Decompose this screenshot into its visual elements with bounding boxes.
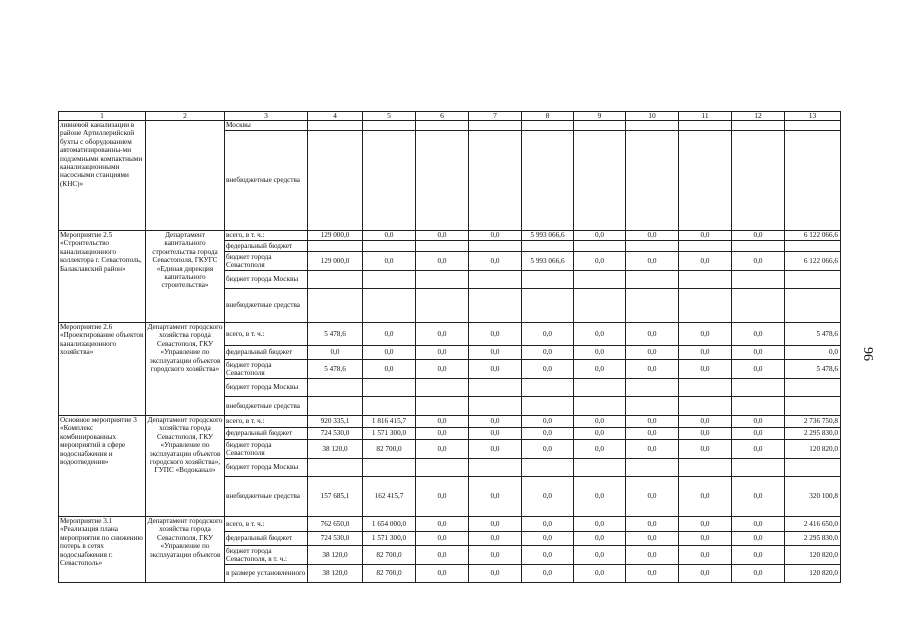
value-cell bbox=[469, 289, 522, 323]
value-cell: 0,0 bbox=[574, 252, 626, 271]
value-cell bbox=[469, 379, 522, 397]
value-cell bbox=[416, 379, 469, 397]
value-cell: 0,0 bbox=[416, 346, 469, 360]
value-cell bbox=[574, 397, 626, 416]
value-cell: 0,0 bbox=[679, 546, 732, 565]
header-cell: 2 bbox=[146, 112, 225, 121]
value-cell: 0,0 bbox=[679, 477, 732, 517]
value-cell: 0,0 bbox=[469, 346, 522, 360]
value-cell: 1 816 415,7 bbox=[363, 416, 416, 428]
value-cell: 0,0 bbox=[574, 477, 626, 517]
value-cell: 129 000,0 bbox=[308, 252, 363, 271]
value-cell: 0,0 bbox=[732, 231, 785, 241]
value-cell: 0,0 bbox=[416, 323, 469, 346]
value-cell: 120 820,0 bbox=[785, 440, 841, 459]
value-cell: 724 530,0 bbox=[308, 428, 363, 440]
value-cell: 82 700,0 bbox=[363, 546, 416, 565]
value-cell: 1 654 000,0 bbox=[363, 517, 416, 532]
funding-source: бюджет города Севастополя bbox=[225, 440, 308, 459]
value-cell: 0,0 bbox=[679, 346, 732, 360]
value-cell: 82 700,0 bbox=[363, 440, 416, 459]
value-cell: 0,0 bbox=[626, 231, 679, 241]
value-cell: 0,0 bbox=[522, 323, 574, 346]
value-cell: 0,0 bbox=[469, 477, 522, 517]
value-cell bbox=[363, 397, 416, 416]
value-cell: 0,0 bbox=[469, 416, 522, 428]
value-cell bbox=[574, 241, 626, 252]
value-cell bbox=[469, 459, 522, 477]
funding-source: внебюджетные средства bbox=[225, 289, 308, 323]
header-cell: 5 bbox=[363, 112, 416, 121]
value-cell: 0,0 bbox=[522, 517, 574, 532]
value-cell bbox=[626, 459, 679, 477]
value-cell bbox=[416, 241, 469, 252]
header-cell: 1 bbox=[59, 112, 146, 121]
value-cell: 0,0 bbox=[416, 231, 469, 241]
value-cell: 0,0 bbox=[574, 532, 626, 546]
value-cell: 1 571 300,0 bbox=[363, 532, 416, 546]
value-cell: 5 993 066,6 bbox=[522, 231, 574, 241]
value-cell bbox=[785, 131, 841, 231]
funding-source: всего, в т. ч.: bbox=[225, 416, 308, 428]
funding-source: внебюджетные средства bbox=[225, 397, 308, 416]
value-cell: 0,0 bbox=[363, 231, 416, 241]
value-cell: 0,0 bbox=[574, 428, 626, 440]
value-cell: 320 100,8 bbox=[785, 477, 841, 517]
table-row bbox=[59, 517, 841, 532]
value-cell: 0,0 bbox=[416, 532, 469, 546]
value-cell: 0,0 bbox=[574, 231, 626, 241]
value-cell: 0,0 bbox=[679, 440, 732, 459]
value-cell: 0,0 bbox=[732, 428, 785, 440]
value-cell bbox=[522, 459, 574, 477]
value-cell bbox=[732, 131, 785, 231]
value-cell: 0,0 bbox=[732, 440, 785, 459]
value-cell: 5 478,6 bbox=[308, 323, 363, 346]
value-cell bbox=[626, 289, 679, 323]
value-cell: 0,0 bbox=[626, 440, 679, 459]
value-cell bbox=[679, 397, 732, 416]
value-cell bbox=[679, 271, 732, 289]
value-cell: 5 478,6 bbox=[785, 323, 841, 346]
value-cell bbox=[469, 241, 522, 252]
value-cell: 0,0 bbox=[732, 323, 785, 346]
value-cell bbox=[732, 241, 785, 252]
value-cell: 0,0 bbox=[574, 565, 626, 583]
header-cell: 7 bbox=[469, 112, 522, 121]
funding-source: федеральный бюджет bbox=[225, 428, 308, 440]
budget-table bbox=[58, 111, 841, 583]
value-cell bbox=[732, 271, 785, 289]
value-cell bbox=[308, 121, 363, 131]
executor-name: Департамент городского хозяйства города Севастополя, ГКУ «Управление по эксплуатации объектов городского хозяйства», ГУПС «Водоканал» bbox=[146, 416, 225, 517]
header-row bbox=[59, 112, 841, 121]
value-cell: 0,0 bbox=[626, 346, 679, 360]
value-cell bbox=[574, 379, 626, 397]
value-cell: 0,0 bbox=[574, 323, 626, 346]
value-cell bbox=[363, 121, 416, 131]
value-cell bbox=[785, 241, 841, 252]
value-cell: 6 122 066,6 bbox=[785, 231, 841, 241]
value-cell bbox=[416, 289, 469, 323]
value-cell: 0,0 bbox=[522, 360, 574, 379]
value-cell bbox=[469, 121, 522, 131]
value-cell: 6 122 066,6 bbox=[785, 252, 841, 271]
value-cell: 0,0 bbox=[732, 546, 785, 565]
value-cell bbox=[679, 121, 732, 131]
value-cell: 0,0 bbox=[522, 532, 574, 546]
value-cell: 0,0 bbox=[626, 252, 679, 271]
value-cell bbox=[785, 289, 841, 323]
value-cell bbox=[522, 131, 574, 231]
executor-name: Департамент городского хозяйства города Севастополя, ГКУ «Управление по эксплуатации объектов bbox=[146, 517, 225, 583]
table-row bbox=[59, 231, 841, 241]
value-cell: 0,0 bbox=[469, 565, 522, 583]
value-cell: 0,0 bbox=[522, 565, 574, 583]
funding-source: всего, в т. ч.: bbox=[225, 323, 308, 346]
value-cell: 0,0 bbox=[522, 346, 574, 360]
value-cell: 0,0 bbox=[626, 532, 679, 546]
value-cell: 38 120,0 bbox=[308, 565, 363, 583]
value-cell: 0,0 bbox=[416, 565, 469, 583]
value-cell bbox=[732, 121, 785, 131]
value-cell bbox=[469, 397, 522, 416]
value-cell: 0,0 bbox=[679, 532, 732, 546]
value-cell: 0,0 bbox=[522, 477, 574, 517]
value-cell: 0,0 bbox=[363, 360, 416, 379]
value-cell bbox=[785, 379, 841, 397]
value-cell bbox=[416, 131, 469, 231]
value-cell: 0,0 bbox=[679, 428, 732, 440]
value-cell: 0,0 bbox=[679, 323, 732, 346]
value-cell: 2 295 830,0 bbox=[785, 428, 841, 440]
value-cell: 0,0 bbox=[469, 440, 522, 459]
value-cell: 157 685,1 bbox=[308, 477, 363, 517]
value-cell bbox=[679, 289, 732, 323]
funding-source: всего, в т. ч.: bbox=[225, 517, 308, 532]
funding-source: Москвы bbox=[225, 121, 308, 131]
value-cell bbox=[469, 131, 522, 231]
value-cell: 0,0 bbox=[416, 252, 469, 271]
header-cell: 8 bbox=[522, 112, 574, 121]
value-cell bbox=[363, 241, 416, 252]
value-cell bbox=[626, 131, 679, 231]
value-cell: 0,0 bbox=[732, 360, 785, 379]
value-cell: 0,0 bbox=[679, 565, 732, 583]
header-cell: 11 bbox=[679, 112, 732, 121]
value-cell: 0,0 bbox=[416, 546, 469, 565]
value-cell: 0,0 bbox=[416, 428, 469, 440]
value-cell: 0,0 bbox=[416, 477, 469, 517]
measure-name: Мероприятие 3.1 «Реализация плана мероприятия по снижению потерь в сетях водоснабжения г. Севастополь» bbox=[59, 517, 146, 583]
funding-source: федеральный бюджет bbox=[225, 532, 308, 546]
value-cell bbox=[416, 271, 469, 289]
value-cell bbox=[308, 271, 363, 289]
value-cell: 0,0 bbox=[626, 565, 679, 583]
header-cell: 4 bbox=[308, 112, 363, 121]
value-cell: 0,0 bbox=[679, 416, 732, 428]
header-cell: 12 bbox=[732, 112, 785, 121]
value-cell: 162 415,7 bbox=[363, 477, 416, 517]
table-row bbox=[59, 121, 841, 131]
value-cell: 0,0 bbox=[679, 252, 732, 271]
value-cell: 0,0 bbox=[574, 346, 626, 360]
header-cell: 6 bbox=[416, 112, 469, 121]
value-cell: 0,0 bbox=[785, 346, 841, 360]
value-cell: 38 120,0 bbox=[308, 546, 363, 565]
value-cell bbox=[679, 379, 732, 397]
value-cell: 0,0 bbox=[732, 477, 785, 517]
executor-name bbox=[146, 121, 225, 231]
value-cell: 5 478,6 bbox=[308, 360, 363, 379]
value-cell bbox=[626, 271, 679, 289]
value-cell: 0,0 bbox=[469, 532, 522, 546]
value-cell: 920 335,1 bbox=[308, 416, 363, 428]
funding-source: внебюджетные средства bbox=[225, 131, 308, 231]
funding-source: бюджет города Москвы bbox=[225, 379, 308, 397]
funding-source: федеральный бюджет bbox=[225, 241, 308, 252]
value-cell bbox=[416, 397, 469, 416]
value-cell: 5 478,6 bbox=[785, 360, 841, 379]
value-cell: 0,0 bbox=[469, 360, 522, 379]
header-cell: 13 bbox=[785, 112, 841, 121]
value-cell: 0,0 bbox=[626, 517, 679, 532]
value-cell: 0,0 bbox=[363, 346, 416, 360]
funding-source: бюджет города Севастополя, в т. ч.: bbox=[225, 546, 308, 565]
value-cell bbox=[574, 459, 626, 477]
value-cell bbox=[522, 379, 574, 397]
value-cell: 0,0 bbox=[522, 546, 574, 565]
value-cell: 120 820,0 bbox=[785, 565, 841, 583]
value-cell bbox=[574, 131, 626, 231]
value-cell bbox=[416, 121, 469, 131]
value-cell: 120 820,0 bbox=[785, 546, 841, 565]
value-cell: 2 295 830,0 bbox=[785, 532, 841, 546]
value-cell bbox=[308, 131, 363, 231]
value-cell: 0,0 bbox=[416, 440, 469, 459]
value-cell bbox=[363, 379, 416, 397]
value-cell: 0,0 bbox=[732, 532, 785, 546]
value-cell: 0,0 bbox=[679, 231, 732, 241]
value-cell bbox=[522, 271, 574, 289]
funding-source: бюджет города Москвы bbox=[225, 271, 308, 289]
value-cell bbox=[785, 397, 841, 416]
value-cell: 0,0 bbox=[626, 546, 679, 565]
value-cell: 0,0 bbox=[416, 517, 469, 532]
value-cell: 2 416 650,0 bbox=[785, 517, 841, 532]
value-cell: 0,0 bbox=[626, 416, 679, 428]
value-cell: 0,0 bbox=[522, 416, 574, 428]
value-cell: 0,0 bbox=[469, 323, 522, 346]
value-cell bbox=[522, 397, 574, 416]
table-row bbox=[59, 416, 841, 428]
funding-source: бюджет города Севастополя bbox=[225, 252, 308, 271]
measure-name: Мероприятие 2.5 «Строительство канализационного коллектора г. Севастополь, Балаклавский район» bbox=[59, 231, 146, 323]
funding-source: внебюджетные средства bbox=[225, 477, 308, 517]
value-cell: 0,0 bbox=[626, 360, 679, 379]
value-cell: 0,0 bbox=[469, 428, 522, 440]
value-cell bbox=[679, 459, 732, 477]
value-cell bbox=[732, 379, 785, 397]
value-cell: 0,0 bbox=[522, 428, 574, 440]
value-cell: 724 530,0 bbox=[308, 532, 363, 546]
value-cell: 0,0 bbox=[626, 428, 679, 440]
value-cell: 38 120,0 bbox=[308, 440, 363, 459]
measure-name: Мероприятие 2.6 «Проектирование объектов канализационного хозяйства» bbox=[59, 323, 146, 416]
value-cell: 0,0 bbox=[363, 323, 416, 346]
value-cell: 0,0 bbox=[732, 517, 785, 532]
value-cell: 0,0 bbox=[574, 360, 626, 379]
executor-name: Департамент капитального строительства города Севастополя, ГКУГС «Единая дирекция капитального строительства» bbox=[146, 231, 225, 323]
funding-source: всего, в т. ч.: bbox=[225, 231, 308, 241]
header-cell: 10 bbox=[626, 112, 679, 121]
table-row bbox=[59, 323, 841, 346]
value-cell: 5 993 066,6 bbox=[522, 252, 574, 271]
value-cell: 0,0 bbox=[679, 360, 732, 379]
value-cell bbox=[785, 121, 841, 131]
value-cell bbox=[363, 271, 416, 289]
value-cell bbox=[308, 241, 363, 252]
value-cell: 0,0 bbox=[469, 231, 522, 241]
value-cell: 0,0 bbox=[522, 440, 574, 459]
value-cell bbox=[363, 459, 416, 477]
value-cell bbox=[626, 397, 679, 416]
value-cell bbox=[416, 459, 469, 477]
value-cell: 0,0 bbox=[732, 416, 785, 428]
value-cell: 0,0 bbox=[679, 517, 732, 532]
value-cell bbox=[363, 289, 416, 323]
value-cell: 0,0 bbox=[574, 440, 626, 459]
value-cell: 0,0 bbox=[469, 517, 522, 532]
value-cell: 0,0 bbox=[574, 517, 626, 532]
value-cell: 0,0 bbox=[732, 565, 785, 583]
value-cell bbox=[732, 397, 785, 416]
measure-name: ливневой канализации в районе Артиллерийской бухты с оборудованием автоматизированны-ми подземными компактными канализационными насосными станциями (КНС)» bbox=[59, 121, 146, 231]
value-cell: 0,0 bbox=[469, 252, 522, 271]
value-cell bbox=[785, 271, 841, 289]
value-cell bbox=[308, 289, 363, 323]
header-cell: 9 bbox=[574, 112, 626, 121]
funding-source: бюджет города Севастополя bbox=[225, 360, 308, 379]
value-cell bbox=[626, 121, 679, 131]
value-cell: 0,0 bbox=[416, 360, 469, 379]
value-cell bbox=[626, 379, 679, 397]
value-cell bbox=[308, 397, 363, 416]
value-cell: 762 650,0 bbox=[308, 517, 363, 532]
value-cell bbox=[308, 379, 363, 397]
value-cell bbox=[308, 459, 363, 477]
value-cell: 0,0 bbox=[626, 323, 679, 346]
value-cell: 0,0 bbox=[626, 477, 679, 517]
value-cell bbox=[469, 271, 522, 289]
funding-source: бюджет города Москвы bbox=[225, 459, 308, 477]
value-cell: 82 700,0 bbox=[363, 565, 416, 583]
value-cell: 0,0 bbox=[416, 416, 469, 428]
value-cell: 0,0 bbox=[574, 416, 626, 428]
value-cell bbox=[522, 241, 574, 252]
value-cell bbox=[522, 289, 574, 323]
value-cell bbox=[679, 131, 732, 231]
header-cell: 3 bbox=[225, 112, 308, 121]
value-cell: 2 736 750,8 bbox=[785, 416, 841, 428]
value-cell bbox=[679, 241, 732, 252]
value-cell: 0,0 bbox=[363, 252, 416, 271]
executor-name: Департамент городского хозяйства города Севастополя, ГКУ «Управление по эксплуатации объектов городского хозяйства» bbox=[146, 323, 225, 416]
value-cell bbox=[363, 131, 416, 231]
funding-source: федеральный бюджет bbox=[225, 346, 308, 360]
value-cell bbox=[574, 289, 626, 323]
value-cell bbox=[522, 121, 574, 131]
value-cell bbox=[732, 289, 785, 323]
value-cell: 0,0 bbox=[308, 346, 363, 360]
page-number: 96 bbox=[860, 347, 875, 361]
value-cell: 0,0 bbox=[732, 252, 785, 271]
value-cell: 1 571 300,0 bbox=[363, 428, 416, 440]
value-cell bbox=[785, 459, 841, 477]
funding-source: в размере установленного bbox=[225, 565, 308, 583]
value-cell: 129 000,0 bbox=[308, 231, 363, 241]
value-cell bbox=[626, 241, 679, 252]
value-cell bbox=[732, 459, 785, 477]
value-cell bbox=[574, 271, 626, 289]
value-cell: 0,0 bbox=[732, 346, 785, 360]
value-cell: 0,0 bbox=[469, 546, 522, 565]
measure-name: Основное мероприятие 3 «Комплекс комбинированных мероприятий в сфере водоснабжения и водоотведения» bbox=[59, 416, 146, 517]
value-cell bbox=[574, 121, 626, 131]
value-cell: 0,0 bbox=[574, 546, 626, 565]
